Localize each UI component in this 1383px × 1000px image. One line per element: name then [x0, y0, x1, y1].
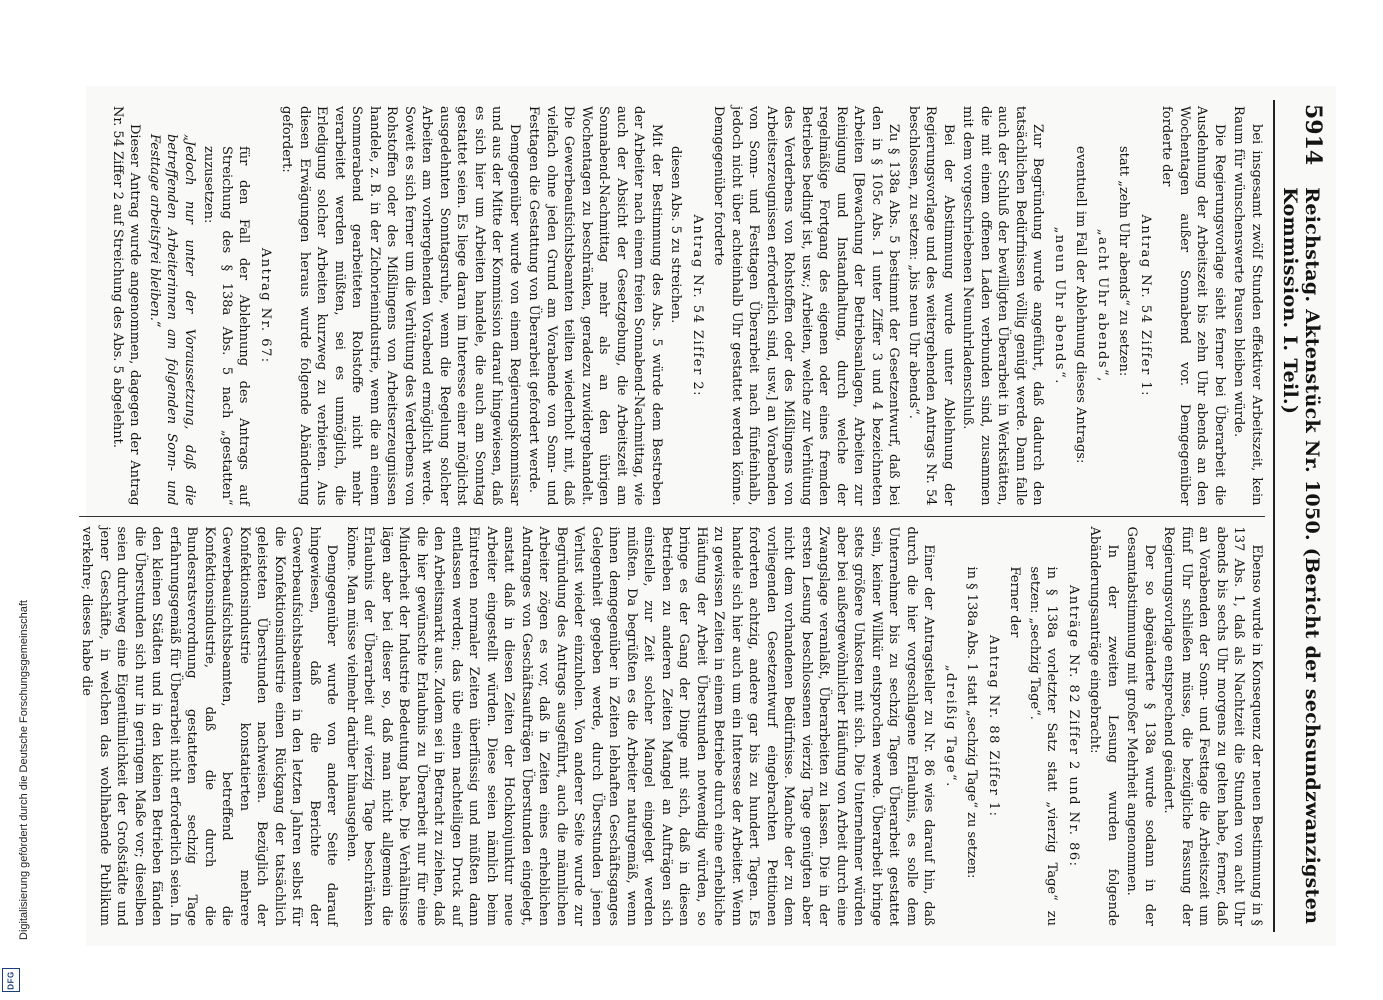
page-number: 5914	[1300, 104, 1326, 166]
paragraph: Der so abgeänderte § 138a wurde sodann in der Gesamtabstimmung mit großer Mehrheit angenommen.	[1124, 526, 1157, 926]
page-title: Reichstag. Aktenstück Nr. 1050. (Bericht der sechsundzwanzigsten Kommission. I. Teil.)	[1279, 187, 1323, 925]
motion-heading: Antrag Nr. 54 Ziffer 2:	[690, 214, 705, 397]
paragraph: In der zweiten Lesung wurden folgende Abänderungsanträge eingebracht:	[1087, 526, 1120, 926]
motion-heading: „acht Uhr abends“,	[1095, 228, 1110, 383]
dfg-logo-text: DFG	[6, 970, 16, 990]
motion-heading: „neun Uhr abends“.	[1052, 226, 1067, 385]
paragraph: diesen Abs. 5 zu streichen.	[668, 146, 684, 324]
paragraph: Dieser Antrag wurde angenommen, dagegen der Antrag Nr. 54 Ziffer 2 auf Streichung des Abs. 5 abgelehnt.	[110, 106, 143, 506]
paragraph: Die Regierungsvorlage sieht ferner bei Überarbeit die Ausdehnung der Arbeitszeit bis zehn Uhr abends an den Wochentagen außer Sonnabend vor. Demgegenüber forderte der	[1159, 106, 1227, 506]
paragraph: Ferner der	[1007, 566, 1023, 638]
motion-heading: Anträge Nr. 82 Ziffer 2 und Nr. 86:	[1066, 584, 1081, 868]
paragraph: in § 138a vorletzter Satz statt „vierzig Tage“ zu setzen: „sechzig Tage“.	[1027, 566, 1060, 926]
paragraph: für den Fall der Ablehnung des Antrags auf Streichung des § 138a Abs. 5 nach „gestatten“ zuzusetzen:	[201, 146, 252, 506]
paragraph: „Jedoch nur unter der Voraussetzung, daß die betreffenden Arbeiterinnen am folgenden Sonn- und Festtage arbeitsfrei bleiben.“	[147, 134, 197, 506]
document-page	[79, 86, 1336, 946]
column-left	[79, 100, 1265, 512]
motion-heading: „dreißig Tage“.	[943, 664, 958, 788]
paragraph: Einer der Antragsteller zu Nr. 86 wies darauf hin, daß durch die hier vorgeschlagene Erlaubnis, es solle dem Unternehmer bis zu sechzig Tagen Überarbeit gestattet sein, keiner Willkür entsprochen werde. Überarbeit bringe stets größere Unkosten mit sich. Die Unternehmer würden aber bei außergewöhnlicher Häufung von Arbeit durch eine Zwangslage veranlaßt, Überarbeiten zu lassen. Die in der ersten Lesung beschlossenen vierzig Tage genügten aber nicht dem vorhandenen Bedürfnisse. Manche der zu dem vorliegenden Gesetzentwurf eingebrachten Petitionen forderten achtzig, andere gar bis zu hundert Tagen. Es handele sich hier auch um ein Interesse der Arbeiter. Wenn zu gewissen Zeiten in einem Betriebe durch eine erhebliche Häufung der Arbeit Überstunden notwendig würden, so bringe es der Gang der Dinge mit sich, daß in diesen Betrieben zu anderen Zeiten Mangel an Aufträgen sich einstelle, zur Zeit solcher Mangel eingelegt werden müßten. Da begrüßten es die Arbeiter naturgemäß, wenn ihnen demgegenüber in Zeiten lebhaften Geschäftsganges Gelegenheit gegeben werde, durch Überstunden jenen Verlust wieder einzuholen. Von anderer Seite wurde zur Begründung des Antrags ausgeführt, auch die männlichen Arbeiter zögen es vor, daß in Zeiten eines erheblichen Andranges von Geschäftsaufträgen Überstunden eingelegt, anstatt daß in diesen Zeiten der Hochkonjunktur neue Arbeiter eingestellt würden. Diese seien nämlich beim Eintreten normaler Zeiten überflüssig und müßten dann entlassen werden; das übe einen nachteiligen Druck auf den Arbeitsmarkt aus. Zudem sei in Betracht zu ziehen, daß die hier gewünschte Erlaubnis zu Überarbeit nur für eine Minderheit der Industrie Bedeutung habe. Die Verhältnisse lägen aber bei dieser so, daß man nicht allgemein die Erlaubnis der Überarbeit auf vierzig Tage beschränken könne. Man müsse vielmehr darüber hinausgehen.	[344, 526, 937, 926]
paragraph: bei insgesamt zwölf Stunden effektiver Arbeitszeit, kein Raum für wünschenswerte Pausen bleiben würde.	[1231, 106, 1264, 506]
paragraph: Zur Begründung wurde angeführt, daß dadurch den tatsächlichen Bedürfnissen völlig genügt werde. Dann falle auch der Schluß der bewilligten Überarbeit in Werkstätten, die mit einem offenen Laden verbunden sind, zusammen mit dem vorgeschriebenen Neunuhrladenschluß.	[960, 106, 1046, 506]
paragraph: statt „zehn Uhr abends“ zu setzen:	[1116, 146, 1132, 377]
motion-heading: Antrag Nr. 54 Ziffer 1:	[1138, 214, 1153, 397]
column-divider	[79, 516, 1265, 517]
paragraph: Demgegenüber wurde von anderer Seite darauf hingewiesen, daß die Berichte der Gewerbeaufsichtsbeamten in den letzten Jahren selbst für die Konfektionsindustrie einen Rückgang der tatsächlich geleisteten Überstunden nachweisen. Bezüglich der Konfektionsindustrie konstatierten mehrere Gewerbeaufsichtsbeamten, betreffend die Konfektionsindustrie, daß die durch die Bundesratsverordnung gestatteten sechzig Tage erfahrungsgemäß für Überarbeit nicht erforderlich seien. In den kleinen Städten und in den kleinen Betrieben fänden die Überstunden sich nur in geringem Maße vor; dieselben seien durchweg eine Eigentümlichkeit der Großstädte und jener Geschäfte, in welchen das wohlhabende Publikum verkehre; dieses habe die	[79, 526, 340, 926]
page-header	[1273, 100, 1326, 932]
paragraph: Zu § 138a Abs. 5 bestimmt der Gesetzentwurf, daß bei den in § 105c Abs. 1 unter Ziffer 3 und 4 bezeichneten Arbeiten [Bewachung der Betriebsanlagen, Arbeiten zur Reinigung und Instandhaltung, durch welche der regelmäßige Fortgang des eigenen oder eines fremden Betriebes bedingt ist, usw.; Arbeiten, welche zur Verhütung des Verderbens von Rohstoffen oder des Mißlingens von Arbeitserzeugnissen erforderlich sind, usw.] an Vorabenden von Sonn- und Festtagen Überarbeit nach fünfeinhalb, jedoch nicht über achteinhalb Uhr gestattet werden könne. Demgegenüber forderte	[711, 106, 902, 506]
paragraph: in § 138a Abs. 1 statt „sechzig Tage“ zu setzen:	[964, 566, 980, 879]
column-right	[79, 521, 1265, 933]
dfg-logo	[2, 968, 20, 992]
motion-heading: Antrag Nr. 67:	[258, 247, 273, 364]
sidebar	[0, 0, 28, 1000]
paragraph: Bei der Abstimmung wurde unter Ablehnung der Regierungsvorlage und des weitergehenden Antrags Nr. 54 beschlossen, zu setzen: „bis neun Uhr abends“.	[906, 106, 956, 506]
paragraph: eventuell im Fall der Ablehnung dieses Antrags:	[1073, 146, 1089, 464]
digitization-credit: Digitalisierung gefördert durch die Deutsche Forschungsgemeinschaft	[18, 600, 30, 940]
paragraph: Ebenso wurde in Konsequenz der neuen Bestimmung in § 137 Abs. 1, daß als Nachtzeit die Stunden von acht Uhr abends bis sechs Uhr morgens zu gelten habe, ferner, daß an Vorabenden der Sonn- und Festtage die Arbeitszeit um fünf Uhr schließen müsse, die bezügliche Fassung der Regierungsvorlage entsprechend geändert.	[1161, 526, 1264, 926]
paragraph: Demgegenüber wurde von einem Regierungskommissar und aus der Mitte der Kommission darauf hingewiesen, daß es sich hier um Arbeiten handele, die auch am Sonntag gestattet seien. Es liege daran im Interesse einer möglichst ausgedehnten Sonntagsruhe, wenn die Regelung solcher Arbeiten am vorhergehenden Vorabend ermöglicht werde. Soweit es sich ferner um die Verhütung des Verderbens von Rohstoffen oder des Mißlingens von Arbeitserzeugnissen handele, z. B. in der Zichorienindustrie, wenn die an einem Sommerabend gearbeiteten Rohstoffe nicht mehr verarbeitet werden müßten, sei es unmöglich, die Erledigung solcher Arbeiten kurzweg zu verbieten. Aus diesen Erwägungen heraus wurde folgende Abänderung gefordert:	[279, 106, 522, 506]
motion-heading: Antrag Nr. 88 Ziffer 1:	[986, 634, 1001, 818]
paragraph: Mit der Bestimmung des Abs. 5 würde dem Bestreben der Arbeiter nach einem freien Sonnabend-Nachmittag, wie auch der Absicht der Gesetzgebung, die Arbeitszeit am Sonnabend-Nachmittag mehr als an den übrigen Wochentagen zu beschränken, geradezu zuwidergehandelt. Die Gewerbeaufsichtsbeamten teilten wiederholt mit, daß vielfach ohne jeden Grund am Vorabende von Sonn- und Festtagen die Gestattung von Überarbeit gefordert werde.	[526, 106, 664, 506]
text-columns	[79, 100, 1265, 932]
